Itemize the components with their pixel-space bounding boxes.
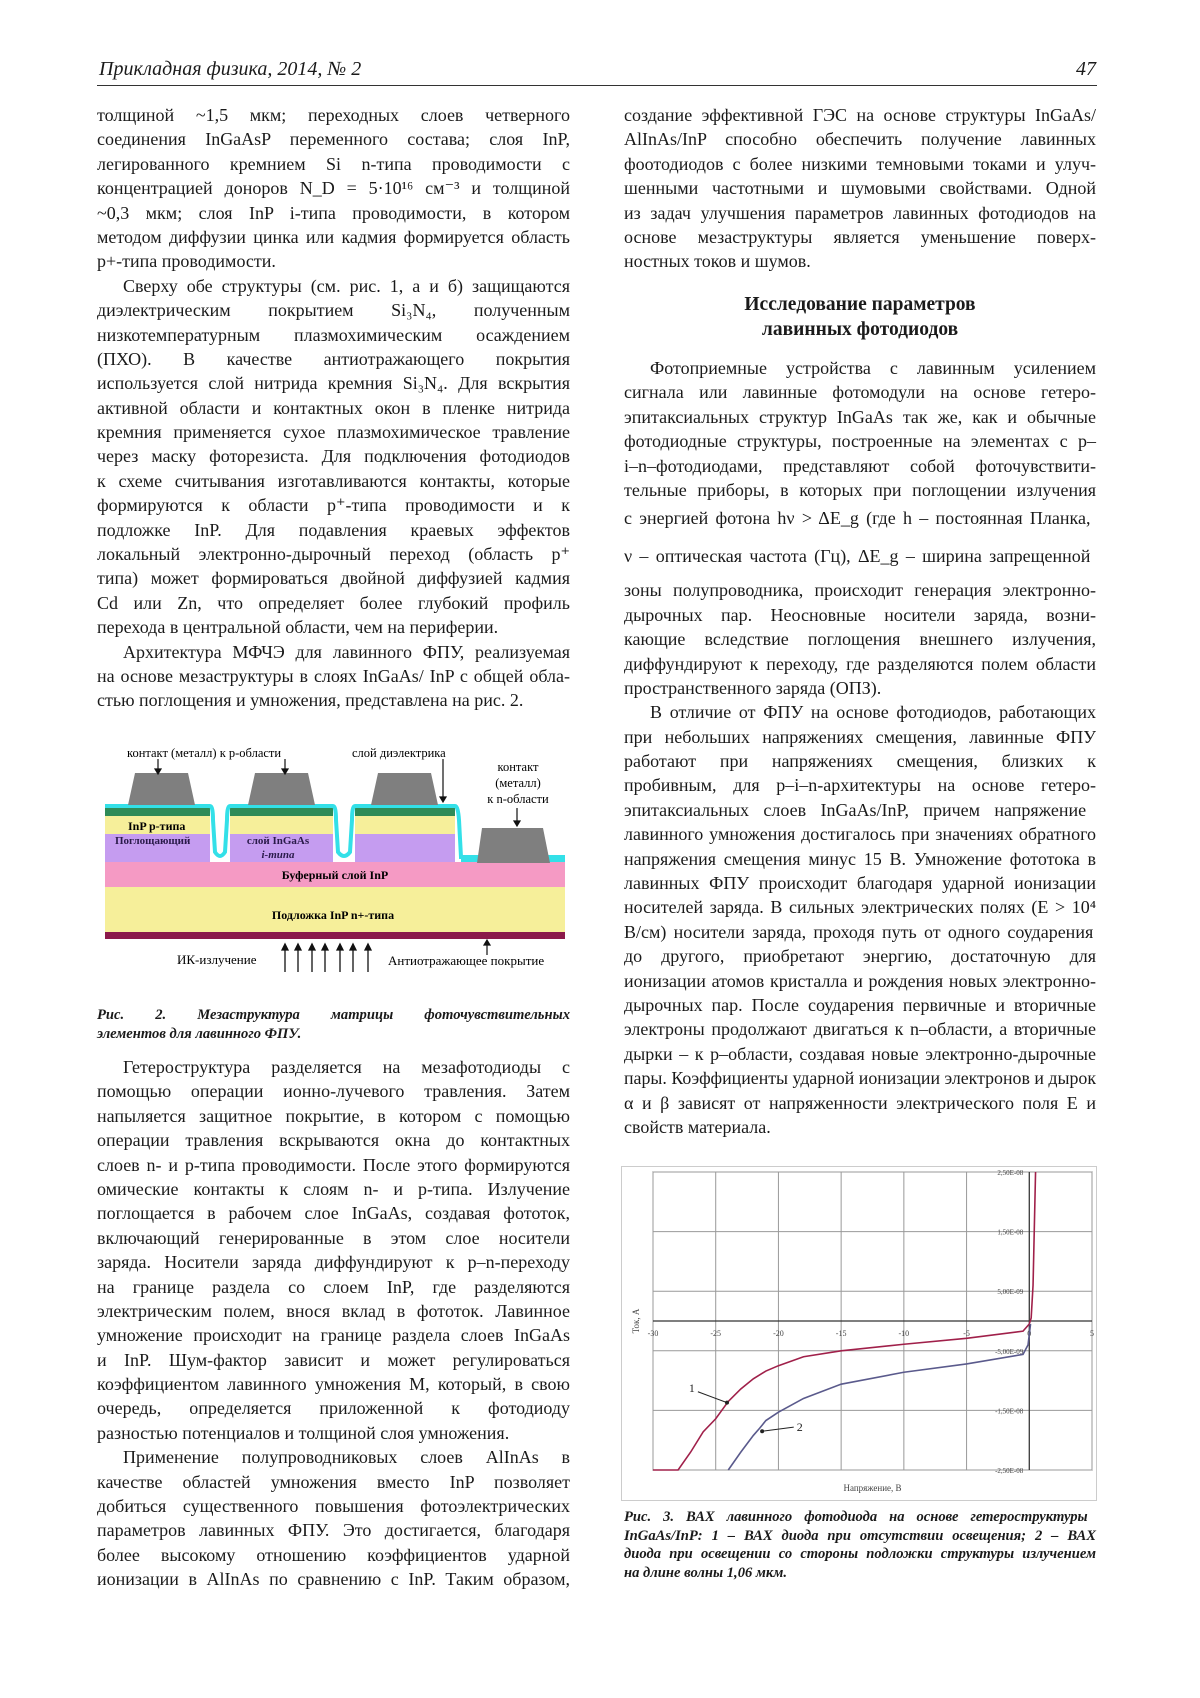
text-line-content: элементов для лавинного ФПУ.	[97, 1025, 302, 1042]
text-line-content: i–n–фотодиодами, представляют собой фоточувствити-	[624, 455, 1096, 476]
text-line	[624, 454, 1096, 478]
text-line	[97, 371, 570, 395]
text-line-content: Сверху обе структуры (см. рис. 1, а и б) защищаются	[123, 275, 570, 296]
journal-title: Прикладная физика, 2014, № 2	[99, 58, 362, 80]
paragraph	[624, 356, 1096, 700]
right-column-body	[624, 356, 1096, 1139]
x-tick-label: -20	[773, 1329, 784, 1338]
text-line	[624, 871, 1096, 895]
text-line	[97, 1250, 570, 1274]
text-line-content: ионизации атомов кристалла и рождения новых электронно-	[624, 970, 1096, 991]
text-line-content: подложке InP. Для подавления краевых эффектов	[97, 519, 570, 540]
text-line-content: Гетероструктура разделяется на мезафотодиоды с	[123, 1057, 570, 1077]
paragraph	[97, 1445, 570, 1591]
text-line	[97, 1153, 570, 1177]
text-line	[624, 1564, 1096, 1583]
left-column-top	[97, 103, 570, 713]
text-line-content: электроны продолжают двигаться к n–области, а вторичные	[624, 1019, 1096, 1040]
x-tick-label: 0	[1027, 1329, 1032, 1338]
text-line	[624, 380, 1096, 404]
text-line	[97, 176, 570, 200]
text-line-content: ~0,3 мкм; слоя InP i-типа проводимости, в котором	[97, 202, 570, 223]
text-line	[624, 429, 1096, 453]
text-line	[97, 1323, 570, 1347]
figure-2-mesastructure	[95, 740, 570, 975]
text-line	[624, 478, 1096, 502]
text-line	[624, 798, 1096, 822]
text-line-content: зоны полупроводника, происходит генерация электронно-	[624, 580, 1096, 601]
text-line-content: диода при освещении со стороны подложки структуры излучением	[624, 1546, 1096, 1562]
text-line	[97, 1372, 570, 1396]
x-tick-label: -25	[710, 1329, 722, 1338]
text-line-content: фоотодиодов с более низкими темновыми токами и улуч-	[624, 153, 1096, 174]
text-line-content: на основе мезаструктуры в слоях InGaAs/ InP с общей обла-	[97, 665, 570, 686]
text-line-content: с энергией фотона hν > ΔE_g (где h – постоянная Планка,	[624, 508, 1091, 529]
text-line-content: основе мезаструктуры является уменьшение поверх-	[624, 226, 1096, 247]
text-line	[97, 1025, 570, 1044]
text-line-content: пространственного заряда (ОПЗ).	[624, 677, 882, 698]
text-line-content: свойств материала.	[624, 1116, 771, 1137]
annotation-label: 1	[688, 1380, 695, 1395]
text-line-content: AlInAs/InP способно обеспечить получение лавинных	[624, 129, 1096, 150]
text-line-content: ностных токов и шумов.	[624, 251, 811, 272]
paragraph	[624, 700, 1096, 1139]
text-line-content: лавинных ФПУ происходит благодаря ударной ионизации	[624, 873, 1096, 894]
text-line-content: умножение происходит на границе раздела слоев InGaAs	[97, 1325, 570, 1346]
label-contact-n-2: (металл)	[495, 776, 541, 790]
text-line-content: включающий генерированные в этом слое носители	[97, 1227, 570, 1248]
text-line-content: α и β зависят от напряженности электрического поля E и	[624, 1092, 1096, 1113]
page-number: 47	[1076, 58, 1096, 80]
annotation-label: 2	[796, 1420, 803, 1435]
text-line-content: концентрацией доноров N_D = 5·10¹⁶ см⁻³ и толщиной	[97, 178, 570, 199]
caption	[624, 1508, 1096, 1582]
text-line-content: (ПХО). В качестве антиотражающего покрытия	[97, 348, 570, 369]
text-line	[624, 993, 1096, 1017]
label-contact-n-3: к n-области	[487, 792, 549, 806]
text-line-content: поглощается в рабочем слое InGaAs, создавая фототок,	[97, 1203, 570, 1224]
text-line	[624, 627, 1096, 651]
text-line-content: p+-типа проводимости.	[97, 251, 276, 272]
text-line-content: соединения InGaAsP переменного состава; слоя InP,	[97, 129, 570, 150]
text-line	[97, 152, 570, 176]
text-line-content: В/см) носители заряда, проходя путь от одного соударения	[624, 921, 1094, 942]
text-line	[97, 1470, 570, 1494]
header-rule	[97, 85, 1097, 86]
x-tick-label: 5	[1090, 1329, 1094, 1338]
text-line-content: через маску фоторезиста. Для подключения фотодиодов	[97, 446, 570, 467]
x-tick-label: -15	[835, 1329, 847, 1338]
text-line	[624, 944, 1096, 968]
text-line	[97, 347, 570, 371]
text-line-content: более высокому отношению коэффициентов ударной	[97, 1544, 570, 1565]
text-line	[97, 1543, 570, 1567]
text-line	[97, 615, 570, 639]
paragraph	[97, 1055, 570, 1445]
text-line	[97, 1299, 570, 1323]
annotation-arrowhead	[725, 1401, 729, 1405]
p-contact-2	[248, 773, 315, 805]
x-tick-label: -5	[963, 1329, 970, 1338]
text-line	[624, 847, 1096, 871]
text-line-content: шенными частотными и шумовыми свойствами. Одной	[624, 178, 1096, 199]
text-line	[97, 420, 570, 444]
text-line-content: на границе раздела со слоем InP, где разделяются	[97, 1276, 570, 1297]
text-line-content: коэффициентом лавинного умножения M, который, в свою	[97, 1374, 570, 1395]
text-line	[97, 664, 570, 688]
label-i-type: i-типа	[261, 849, 295, 861]
text-line	[624, 201, 1096, 225]
text-line	[97, 127, 570, 151]
text-line-content: очередь, определяется приложенной к фотодиоду	[97, 1398, 570, 1419]
section-heading	[624, 292, 1096, 342]
text-line	[97, 493, 570, 517]
text-line	[97, 542, 570, 566]
text-line	[624, 603, 1096, 627]
text-line	[624, 700, 1096, 724]
y-tick-label: -1,50E-08	[995, 1407, 1024, 1416]
label-antireflect: Антиотражающее покрытие	[388, 953, 545, 968]
text-line	[97, 444, 570, 468]
text-line-content: InGaAs/InP: 1 – ВАХ диода при отсутствии освещения; 2 – ВАХ	[624, 1527, 1096, 1544]
heading-line: лавинных фотодиодов	[761, 319, 959, 340]
text-line-content: работают при напряжениях смещения, близких к	[624, 751, 1096, 772]
text-line-content: Фотоприемные устройства с лавинным усилением	[650, 358, 1096, 378]
y-tick-label: 1,50E-08	[997, 1228, 1024, 1237]
text-line	[97, 1275, 570, 1299]
right-column-top	[624, 103, 1096, 274]
n-contact	[477, 828, 550, 863]
text-line-content: пары. Коэффициенты ударной ионизации электронов и дырок	[624, 1068, 1096, 1089]
text-line	[624, 127, 1096, 151]
text-line	[624, 822, 1096, 846]
text-line	[97, 640, 570, 664]
mesa-3	[355, 808, 455, 862]
text-line-content: дырочных пар. После соударения первичные и вторичные	[624, 994, 1096, 1015]
y-axis-label: Ток, А	[631, 1308, 641, 1334]
text-line	[97, 1518, 570, 1542]
text-line-content: тельные приборы, в которых при поглощении излучения	[624, 479, 1096, 500]
text-line-content: Cd или Zn, что определяет более глубокий профиль	[97, 592, 570, 613]
text-line-content: кремния применяется сухое плазмохимическое травление	[97, 422, 570, 443]
text-line	[624, 1527, 1096, 1546]
ir-arrows	[282, 944, 371, 972]
text-line	[97, 1177, 570, 1201]
text-line-content: активной области и контактных окон в пленке нитрида	[97, 397, 570, 418]
text-line	[624, 1091, 1096, 1115]
text-line	[97, 1226, 570, 1250]
text-line	[624, 773, 1096, 797]
text-line-content: на длине волны 1,06 мкм.	[624, 1564, 787, 1581]
label-absorbing: Поглощающий	[115, 835, 191, 847]
text-line-content: и InP. Шум-фактор зависит и может регулироваться	[97, 1349, 570, 1370]
text-line	[624, 725, 1096, 749]
p-contact-3	[371, 773, 438, 805]
text-line	[97, 323, 570, 347]
text-line-content: используется слой нитрида кремния Si₃N₄. Для вскрытия	[97, 373, 570, 394]
text-line	[97, 274, 570, 298]
text-line	[624, 895, 1096, 919]
caption	[97, 1006, 570, 1043]
x-tick-label: -30	[647, 1329, 659, 1338]
text-line	[624, 103, 1096, 127]
text-line	[624, 176, 1096, 200]
text-line	[97, 518, 570, 542]
text-line-content: дырочных пар. Неосновные носители заряда, возни-	[624, 604, 1096, 625]
text-line-content: носителей заряда. В сильных электрических полях (E > 10⁴	[624, 897, 1096, 918]
text-line-content: перехода в центральной области, чем на периферии.	[97, 617, 499, 638]
text-line-content: ν – оптическая частота (Гц), ΔE_g – ширина запрещенной	[624, 546, 1091, 567]
x-tick-label: -10	[898, 1329, 910, 1338]
label-contact-p: контакт (металл) к p-области	[127, 746, 282, 760]
text-line-content: электрическим полем, внося вклад в фототок. Лавинное	[97, 1300, 570, 1321]
text-line-content: операции травления вскрываются окна до контактных	[97, 1130, 570, 1151]
text-line-content: локальный электронно-дырочный переход (область p⁺	[97, 544, 570, 565]
text-line	[624, 1115, 1096, 1139]
y-tick-label: 5,00E-09	[997, 1288, 1024, 1297]
text-line	[624, 1017, 1096, 1041]
text-line	[97, 1567, 570, 1591]
text-line-content: разностью потенциалов и толщиной слоя умножения.	[97, 1422, 510, 1443]
label-substrate: Подложка InP n+-типа	[271, 908, 395, 922]
text-line-content: напряжения смещения минус 15 В. Умножение фототока в	[624, 848, 1096, 869]
text-line-content: ионизации в AlInAs по сравнению с InP. Таким образом,	[97, 1569, 570, 1590]
text-line	[624, 1042, 1096, 1066]
text-line-content: диэлектрическим покрытием Si₃N₄, полученным	[97, 300, 570, 321]
text-line-content: толщиной ~1,5 мкм; переходных слоев четверного	[97, 105, 570, 125]
text-line-content: формируются к области p⁺-типа проводимости и к	[97, 495, 570, 516]
paragraph	[97, 274, 570, 640]
text-line	[97, 225, 570, 249]
text-line-content: напыляется защитное покрытие, в котором с помощью	[97, 1105, 570, 1126]
text-line	[97, 1128, 570, 1152]
text-line-content: при небольших напряжениях смещения, лавинные ФПУ	[624, 726, 1096, 747]
text-line-content: помощью операции ионно-лучевого травления. Затем	[97, 1081, 570, 1102]
text-line-content: пробивным, для p–i–n-архитектуры на основе гетеро-	[624, 775, 1096, 796]
text-line-content: к схеме считывания изготавливаются контакты, которые	[97, 470, 570, 491]
text-line	[97, 1055, 570, 1079]
x-axis-label: Напряжение, В	[843, 1483, 902, 1493]
text-line	[624, 920, 1096, 944]
text-line-content: параметров лавинных ФПУ. Это достигается, благодаря	[97, 1520, 570, 1541]
text-line-content: создание эффективной ГЭС на основе структуры InGaAs/	[624, 105, 1096, 125]
left-column-bottom	[97, 1055, 570, 1592]
text-line-content: до другого, приобретают энергию, достаточную для	[624, 946, 1096, 967]
text-line	[624, 749, 1096, 773]
figure-3-iv-chart	[621, 1166, 1097, 1502]
text-line	[97, 469, 570, 493]
text-line-content: слоев n- и p-типа проводимости. После этого формируются	[97, 1154, 570, 1175]
paragraph	[624, 103, 1096, 274]
text-line	[97, 1421, 570, 1445]
text-line	[97, 1104, 570, 1128]
text-line	[624, 1545, 1096, 1564]
text-line-content: фотодиодные структуры, построенные на элементах с p–	[624, 431, 1096, 452]
p-contact-1	[128, 773, 195, 805]
text-line	[97, 396, 570, 420]
y-tick-label: 2,50E-08	[997, 1169, 1024, 1177]
text-line	[624, 578, 1096, 602]
text-line-content: добиться существенного повышения фотоэлектрических	[97, 1496, 570, 1517]
text-line	[624, 249, 1096, 273]
paragraph	[97, 103, 570, 274]
text-line	[97, 1348, 570, 1372]
text-line	[624, 225, 1096, 249]
text-line-content: из задач улучшения параметров лавинных фотодиодов на	[624, 202, 1096, 223]
text-line	[97, 201, 570, 225]
text-line-content: Рис. 3. ВАХ лавинного фотодиода на основе гетероструктуры	[624, 1509, 1088, 1525]
text-line	[97, 1396, 570, 1420]
text-line	[624, 1066, 1096, 1090]
text-line-content: Рис. 2. Мезаструктура матрицы фоточувствительных	[97, 1007, 570, 1023]
label-ingaas: слой InGaAs	[246, 835, 310, 847]
text-line-content: кающие вследствие поглощения внешнего излучения,	[624, 629, 1096, 650]
text-line-content: стью поглощения и умножения, представлена на рис. 2.	[97, 690, 524, 711]
text-line-content: дырки – к p–области, создавая новые электронно-дырочные	[624, 1043, 1096, 1064]
text-line	[97, 1494, 570, 1518]
text-line	[624, 1508, 1096, 1527]
text-line	[624, 969, 1096, 993]
text-line	[97, 566, 570, 590]
text-line-content: типа) может формироваться двойной диффузией кадмия	[97, 568, 570, 589]
annotation-arrowhead	[760, 1429, 764, 1433]
paragraph	[97, 640, 570, 713]
text-line-content: Применение полупроводниковых слоев AlInAs в	[123, 1447, 570, 1468]
text-line-content: омические контакты к слоям n- и p-типа. Излучение	[97, 1178, 570, 1199]
text-line	[97, 688, 570, 712]
label-dielectric: слой диэлектрика	[352, 746, 446, 760]
y-tick-label: -5,00E-09	[995, 1347, 1024, 1356]
text-line-content: заряда. Носители заряда диффундируют к p–n-переходу	[97, 1252, 570, 1273]
text-line	[624, 652, 1096, 676]
text-line	[624, 676, 1096, 700]
figure-3-caption	[624, 1508, 1096, 1582]
text-line-content: лавинного умножения достигалось при значениях обратного	[624, 824, 1096, 845]
text-line-content: низкотемпературным плазмохимическим осаждением	[97, 324, 570, 345]
text-line	[97, 298, 570, 322]
text-line	[97, 1006, 570, 1025]
text-line-content: эпитаксиальных структур InGaAs так же, как и обычные	[624, 406, 1096, 427]
text-line	[97, 1079, 570, 1103]
text-line-content: сигнала или лавинные фотомодули на основе гетеро-	[624, 382, 1096, 403]
label-inp-p: InP p-типа	[128, 819, 186, 833]
text-line	[624, 356, 1096, 380]
text-line-content: диффундируют к переходу, где разделяются полем области	[624, 653, 1096, 674]
text-line	[97, 1201, 570, 1225]
text-line	[97, 103, 570, 127]
y-tick-label: -2,50E-08	[995, 1467, 1024, 1475]
text-line	[97, 1445, 570, 1469]
text-line	[97, 249, 570, 273]
text-line-content: В отличие от ФПУ на основе фотодиодов, работающих	[650, 702, 1096, 723]
text-line-content: качестве областей умножения вместо InP позволяет	[97, 1471, 570, 1492]
label-ir: ИК-излучение	[177, 952, 257, 967]
text-line	[97, 591, 570, 615]
text-line	[624, 405, 1096, 429]
text-line-content: эпитаксиальных слоев InGaAs/InP, причем напряжение	[624, 799, 1087, 820]
text-line	[624, 534, 1096, 578]
heading-line: Исследование параметров	[744, 294, 976, 315]
text-line-content: методом диффузии цинка или кадмия формируется область	[97, 226, 570, 247]
text-line-content: Архитектура МФЧЭ для лавинного ФПУ, реализуемая	[123, 641, 570, 662]
text-line-content: легированного кремнием Si n-типа проводимости с	[97, 153, 570, 174]
label-buffer: Буферный слой InP	[281, 868, 389, 882]
text-line	[624, 152, 1096, 176]
antireflect-layer	[105, 932, 565, 939]
label-contact-n-1: контакт	[497, 760, 539, 774]
text-line	[624, 502, 1096, 534]
figure-2-caption	[97, 1006, 570, 1043]
